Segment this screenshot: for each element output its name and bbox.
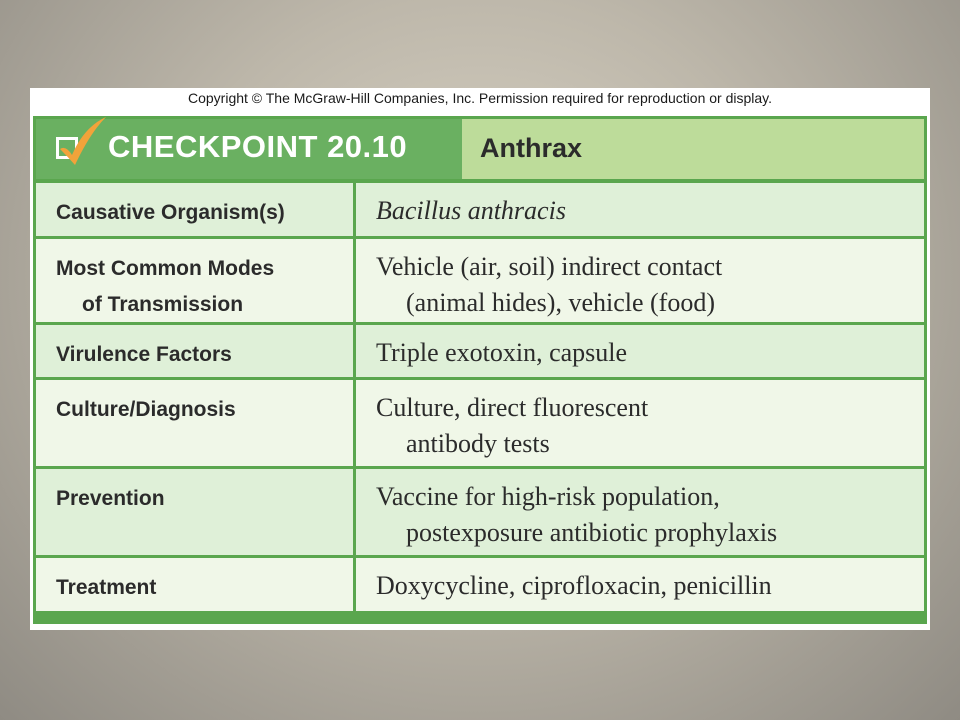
row-value — [356, 325, 924, 377]
row-value-text: Vaccine for high-risk population, — [376, 482, 720, 511]
row-value-text: Doxycycline, ciprofloxacin, penicillin — [376, 571, 772, 600]
table-row — [36, 469, 924, 555]
row-label — [36, 239, 353, 322]
checkpoint-title: CHECKPOINT 20.10 — [108, 129, 408, 164]
row-value-text: Culture, direct fluorescent — [376, 393, 649, 422]
row-value — [356, 380, 924, 466]
row-label — [36, 558, 353, 611]
copyright-notice: Copyright © The McGraw-Hill Companies, Inc. Permission required for reproduction or display. — [187, 90, 773, 106]
topic-title: Anthrax — [480, 133, 583, 163]
table-row — [36, 325, 924, 377]
row-label — [36, 325, 353, 377]
row-label — [36, 469, 353, 555]
row-value-text: postexposure antibiotic prophylaxis — [406, 518, 778, 547]
checkpoint-table — [33, 116, 927, 624]
slide — [30, 88, 930, 630]
row-label-text: Culture/Diagnosis — [56, 398, 236, 421]
row-label — [36, 380, 353, 466]
row-label-text: Prevention — [56, 487, 165, 510]
table-row — [36, 380, 924, 466]
checkpoint-banner — [36, 119, 462, 179]
row-value-text: (animal hides), vehicle (food) — [406, 288, 715, 317]
row-label-text: Most Common Modes — [56, 257, 275, 280]
row-label-text: Treatment — [56, 576, 157, 599]
row-label-text: Virulence Factors — [56, 343, 232, 366]
table-row — [36, 558, 924, 611]
row-value — [356, 239, 924, 322]
table-header — [36, 119, 924, 179]
row-value-text: antibody tests — [406, 429, 550, 458]
row-value — [356, 469, 924, 555]
table-row — [36, 183, 924, 236]
row-value-text: Bacillus anthracis — [376, 196, 566, 225]
row-label-text: Causative Organism(s) — [56, 201, 285, 224]
topic-banner — [462, 119, 924, 179]
row-label-text: of Transmission — [82, 293, 244, 316]
row-value — [356, 183, 924, 236]
row-value-text: Vehicle (air, soil) indirect contact — [376, 252, 723, 281]
row-value-text: Triple exotoxin, capsule — [376, 338, 628, 367]
table-row — [36, 239, 924, 322]
table-body — [36, 183, 924, 611]
checkmark-box-icon — [50, 113, 114, 177]
row-value — [356, 558, 924, 611]
row-label — [36, 183, 353, 236]
